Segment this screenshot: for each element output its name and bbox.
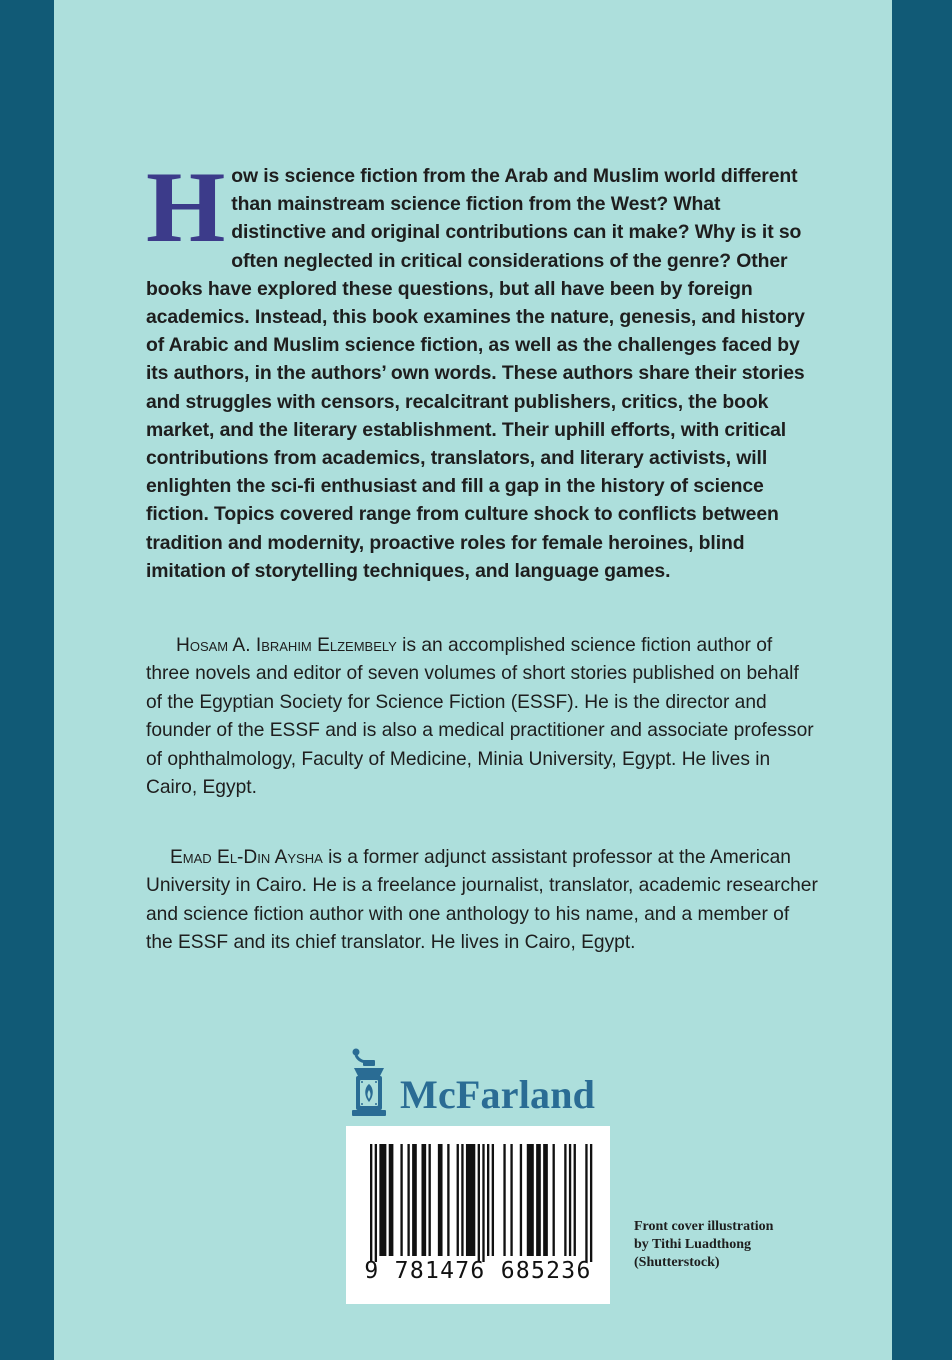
barcode-bar — [375, 1144, 377, 1262]
isbn-barcode — [346, 1126, 610, 1304]
barcode-bar — [503, 1144, 505, 1256]
credit-line-2: by Tithi Luadthong — [634, 1237, 751, 1252]
barcode-bar — [482, 1144, 484, 1262]
barcode-bar — [400, 1144, 402, 1256]
lantern-icon — [346, 1046, 392, 1118]
barcode-bar — [564, 1144, 566, 1256]
barcode-bar — [487, 1144, 489, 1256]
author-bio-1 — [146, 632, 818, 802]
credit-line-3: (Shutterstock) — [634, 1255, 720, 1270]
author-name-1: Hosam A. Ibrahim Elzembely — [176, 635, 397, 656]
barcode-bar — [457, 1144, 459, 1256]
barcode-bar — [492, 1144, 494, 1256]
barcode-bar — [553, 1144, 555, 1256]
barcode-bar — [421, 1144, 426, 1256]
barcode-bar — [466, 1144, 475, 1256]
publisher-logo — [346, 1046, 595, 1118]
book-description — [146, 151, 818, 585]
barcode-bar — [447, 1144, 449, 1256]
publisher-name: McFarland — [400, 1071, 596, 1117]
credit-line-1: Front cover illustration — [634, 1219, 774, 1234]
barcode-bar — [520, 1144, 522, 1256]
barcode-bar — [429, 1144, 431, 1256]
barcode-bar — [478, 1144, 480, 1262]
barcode-bar — [379, 1144, 386, 1256]
barcode-bar — [389, 1144, 394, 1256]
barcode-bar — [569, 1144, 571, 1256]
drop-cap: H — [146, 151, 226, 264]
author-name-2: Emad El-Din Aysha — [170, 847, 323, 868]
barcode-bar — [527, 1144, 534, 1256]
barcode-bar — [407, 1144, 409, 1256]
barcode-bar — [543, 1144, 548, 1256]
barcode-bar — [510, 1144, 512, 1256]
barcode-bar — [536, 1144, 541, 1256]
barcode-bar — [461, 1144, 463, 1256]
barcode-bar — [412, 1144, 417, 1256]
description-text: ow is science fiction from the Arab and Muslim world different than mainstream science fiction from the West? What distinctive and original contributions can it make? Why is it so often neglected in critical considerations of the genre? Other books have explored these questions, but all have been by foreign academics. Instead, this book examines the nature, genesis, and history of Arabic and Muslim science fiction, as well as the challenges faced by its authors, in the authors’ own words. These authors share their stories and struggles with censors, recalcitrant publishers, critics, the book market, and the literary establishment. Their uphill efforts, with critical contributions from academics, translators, and literary activists, will enlighten the sci-fi enthusiast and fill a gap in the history of science fiction. Topics covered range from culture shock to conflicts between tradition and modernity, proactive roles for female heroines, blind imitation of storytelling techniques, and language games. — [146, 165, 805, 582]
barcode-bar — [590, 1144, 592, 1262]
author-bio-text-2: is a former adjunct assistant professor at the American University in Cairo. He is a freelance journalist, translator, academic researcher and science fiction author with one anthology to his name, and a member of the ESSF and its chief translator. He lives in Cairo, Egypt. — [146, 847, 818, 954]
barcode-bar — [370, 1144, 372, 1262]
cover-credit — [634, 1218, 834, 1272]
barcode-bar — [585, 1144, 587, 1262]
barcode-bar — [574, 1144, 576, 1256]
isbn-digits: 9 781476 685236 — [364, 1258, 592, 1284]
barcode-bar — [438, 1144, 443, 1256]
author-bio-2 — [146, 844, 818, 958]
author-bio-text-1: is an accomplished science fiction author of three novels and editor of seven volumes of short stories published on behalf of the Egyptian Society for Science Fiction (ESSF). He is the director and founder of the ESSF and is also a medical practitioner and associate professor of ophthalmology, Faculty of Medicine, Minia University, Egypt. He lives in Cairo, Egypt. — [146, 635, 814, 799]
